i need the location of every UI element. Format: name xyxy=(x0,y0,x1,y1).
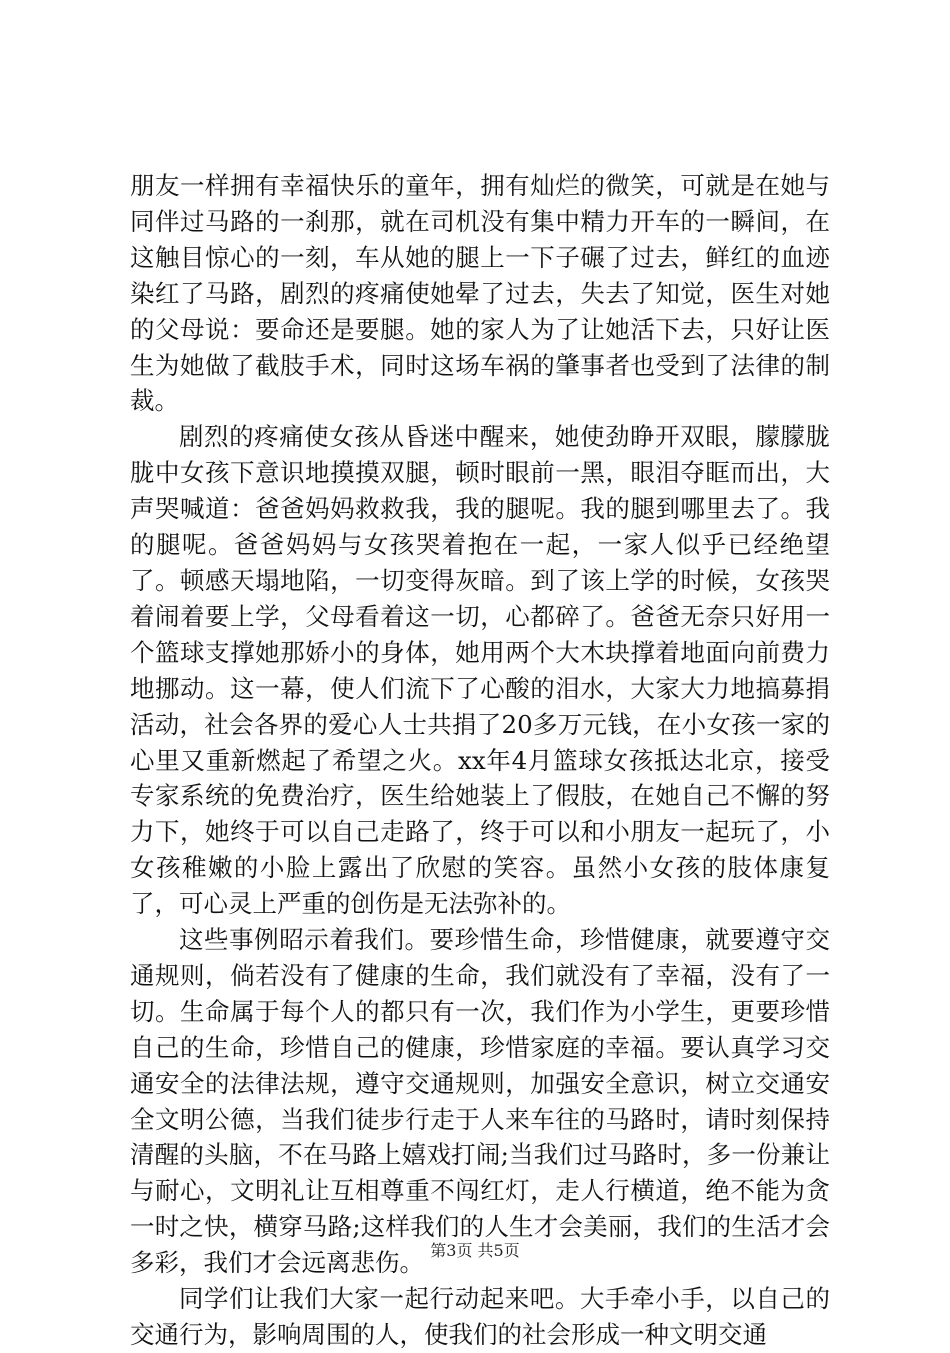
paragraph-1: 朋友一样拥有幸福快乐的童年，拥有灿烂的微笑，可就是在她与同伴过马路的一刹那，就在司机没有集中精力开车的一瞬间，在这触目惊心的一刻，车从她的腿上一下子碾了过去，鲜红的血迹染红了马路，剧烈的疼痛使她晕了过去，失去了知觉，医生对她的父母说：要命还是要腿。她的家人为了让她活下去，只好让医生为她做了截肢手术，同时这场车祸的肇事者也受到了法律的制裁。 xyxy=(130,171,830,416)
page-footer: 第3页 共5页 xyxy=(430,1241,520,1260)
paragraph-3: 这些事例昭示着我们。要珍惜生命，珍惜健康，就要遵守交通规则，倘若没有了健康的生命，我们就没有了幸福，没有了一切。生命属于每个人的都只有一次，我们作为小学生，更要珍惜自己的生命，珍惜自己的健康，珍惜家庭的幸福。要认真学习交通安全的法律法规，遵守交通规则，加强安全意识，树立交通安全文明公德，当我们徒步行走于人来车往的马路时，请时刻保持清醒的头脑，不在马路上嬉戏打闹;当我们过马路时，多一份兼让与耐心，文明礼让互相尊重不闯红灯，走人行横道，绝不能为贪一时之快，横穿马路;这样我们的人生才会美丽，我们的生活才会多彩，我们才会远离悲伤。 xyxy=(130,925,830,1278)
paragraph-2: 剧烈的疼痛使女孩从昏迷中醒来，她使劲睁开双眼，朦朦胧胧中女孩下意识地摸摸双腿，顿时眼前一黑，眼泪夺眶而出，大声哭喊道：爸爸妈妈救救我，我的腿呢。我的腿到哪里去了。我的腿呢。爸爸妈妈与女孩哭着抱在一起，一家人似乎已经绝望了。顿感天塌地陷，一切变得灰暗。到了该上学的时候，女孩哭着闹着要上学，父母看着这一切，心都碎了。爸爸无奈只好用一个篮球支撑她那娇小的身体，她用两个大木块撑着地面向前费力地挪动。这一幕，使人们流下了心酸的泪水，大家大力地搞募捐活动，社会各界的爱心人士共捐了20多万元钱，在小女孩一家的心里又重新燃起了希望之火。xx年4月篮球女孩抵达北京，接受专家系统的免费治疗，医生给她装上了假肢，在她自己不懈的努力下，她终于可以自己走路了，终于可以和小朋友一起玩了，小女孩稚嫩的小脸上露出了欣慰的笑容。虽然小女孩的肢体康复了，可心灵上严重的创伤是无法弥补的。 xyxy=(130,422,830,919)
paragraph-4: 同学们让我们大家一起行动起来吧。大手牵小手，以自己的交通行为，影响周围的人，使我们的社会形成一种文明交通 xyxy=(130,1284,830,1349)
document-body xyxy=(130,168,830,1353)
